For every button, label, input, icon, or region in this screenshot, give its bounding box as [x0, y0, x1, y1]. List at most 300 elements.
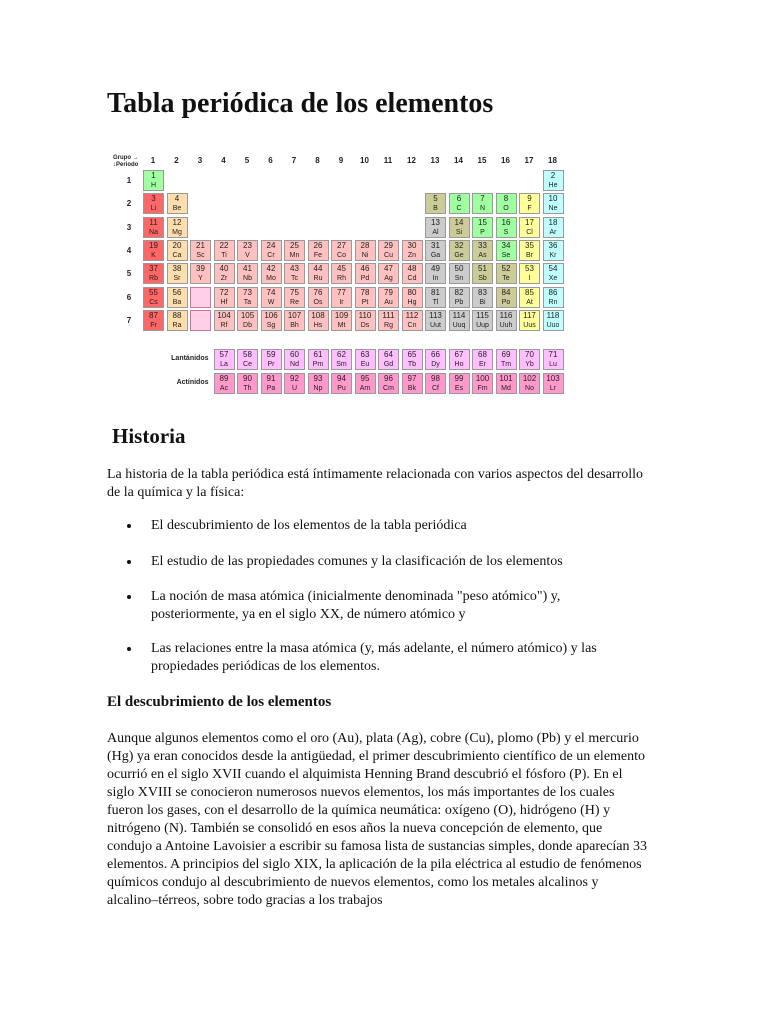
- atomic-number: 105: [240, 310, 255, 320]
- element-cell: [355, 263, 376, 284]
- atomic-number: 85: [525, 287, 534, 297]
- element-symbol: Rh: [337, 275, 346, 283]
- element-symbol: Nb: [243, 275, 252, 283]
- element-cell: [543, 310, 564, 331]
- period-number: 4: [126, 245, 132, 255]
- element-cell: [237, 263, 258, 284]
- group-number: 16: [501, 156, 510, 165]
- element-cell: [449, 349, 470, 370]
- atomic-number: 77: [337, 287, 346, 297]
- element-symbol: Fr: [150, 321, 157, 329]
- element-cell: [190, 240, 211, 261]
- element-cell: [496, 349, 517, 370]
- atomic-number: 57: [219, 350, 229, 359]
- element-cell: [143, 170, 164, 191]
- atomic-number: 7: [480, 194, 485, 204]
- element-symbol: Bh: [290, 321, 299, 329]
- element-symbol: Cn: [407, 321, 417, 329]
- element-symbol: Xe: [548, 275, 558, 283]
- atomic-number: 44: [313, 264, 323, 274]
- element-cell: [543, 217, 564, 238]
- element-symbol: Nd: [290, 361, 299, 368]
- element-symbol: Ar: [549, 228, 557, 236]
- element-cell: [378, 287, 399, 308]
- element-symbol: Br: [526, 251, 533, 259]
- element-symbol: Ir: [339, 298, 344, 306]
- element-cell: [190, 263, 211, 284]
- element-symbol: Lr: [549, 385, 557, 392]
- period-number: 2: [126, 199, 132, 209]
- element-symbol: Uuo: [546, 321, 560, 329]
- atomic-number: 70: [525, 350, 534, 359]
- atomic-number: 53: [525, 264, 534, 274]
- atomic-number: 4: [174, 194, 180, 204]
- element-symbol: Pr: [267, 361, 275, 368]
- period-number: 3: [126, 222, 132, 232]
- element-cell: [519, 287, 540, 308]
- element-cell: [261, 349, 282, 370]
- group-number: 12: [407, 156, 416, 165]
- element-cell: [543, 193, 564, 214]
- atomic-number: 107: [287, 310, 302, 320]
- atomic-number: 89: [219, 374, 229, 383]
- element-symbol: Rn: [548, 298, 558, 306]
- atomic-number: 101: [499, 374, 513, 383]
- element-symbol: As: [478, 251, 487, 259]
- element-symbol: Uus: [523, 321, 536, 329]
- atomic-number: 52: [501, 264, 511, 274]
- element-cell: [355, 373, 376, 394]
- element-symbol: No: [525, 385, 534, 392]
- element-cell: [519, 349, 540, 370]
- atomic-number: 51: [478, 264, 487, 274]
- group-number: 2: [174, 156, 179, 165]
- element-symbol: Cl: [526, 228, 533, 236]
- atomic-number: 35: [525, 240, 534, 250]
- atomic-number: 65: [407, 350, 417, 359]
- element-cell: [402, 240, 423, 261]
- element-cell: [237, 310, 258, 331]
- atomic-number: 15: [478, 217, 487, 227]
- element-symbol: Sg: [266, 321, 276, 329]
- element-cell: [449, 287, 470, 308]
- element-symbol: Cd: [407, 275, 417, 283]
- atomic-number: 12: [172, 217, 182, 227]
- atomic-number: 93: [313, 374, 323, 383]
- atomic-number: 11: [149, 217, 158, 227]
- element-cell: [425, 287, 446, 308]
- element-cell: [261, 287, 282, 308]
- element-cell: [261, 263, 282, 284]
- periodic-table-image: [113, 152, 568, 397]
- element-cell: [496, 263, 517, 284]
- element-symbol: Se: [501, 251, 511, 259]
- element-symbol: Rg: [384, 321, 393, 329]
- element-cell: [308, 310, 329, 331]
- element-cell: [425, 373, 446, 394]
- element-symbol: Pd: [360, 275, 370, 283]
- atomic-number: 23: [243, 240, 252, 250]
- bullet-icon: [127, 647, 131, 651]
- element-symbol: Ni: [361, 251, 369, 259]
- element-symbol: Ho: [454, 361, 464, 368]
- element-cell: [449, 263, 470, 284]
- atomic-number: 5: [433, 194, 438, 204]
- element-cell: [425, 217, 446, 238]
- element-cell: [284, 287, 305, 308]
- group-number: 7: [291, 156, 297, 165]
- element-cell: [214, 263, 235, 284]
- atomic-number: 30: [407, 240, 417, 250]
- f-block-placeholder: [190, 310, 211, 331]
- element-cell: [284, 310, 305, 331]
- element-symbol: Cr: [267, 251, 275, 259]
- atomic-number: 96: [384, 374, 393, 383]
- group-number: 5: [244, 156, 250, 165]
- element-cell: [284, 263, 305, 284]
- atomic-number: 31: [431, 240, 440, 250]
- element-cell: [472, 310, 493, 331]
- bullet-icon: [127, 524, 131, 528]
- element-cell: [355, 310, 376, 331]
- element-symbol: Cs: [149, 298, 158, 306]
- element-cell: [308, 287, 329, 308]
- element-symbol: Tm: [500, 361, 512, 368]
- element-cell: [496, 217, 517, 238]
- element-cell: [143, 310, 164, 331]
- atomic-number: 8: [503, 194, 509, 204]
- element-cell: [167, 310, 188, 331]
- element-cell: [543, 373, 564, 394]
- element-symbol: Ba: [172, 298, 182, 306]
- element-symbol: Md: [501, 385, 511, 392]
- element-symbol: Ce: [243, 361, 252, 368]
- element-cell: [519, 310, 540, 331]
- atomic-number: 13: [431, 217, 440, 227]
- atomic-number: 69: [501, 350, 511, 359]
- element-cell: [496, 310, 517, 331]
- element-symbol: Fm: [477, 385, 488, 392]
- element-cell: [308, 373, 329, 394]
- atomic-number: 54: [548, 264, 558, 274]
- atomic-number: 40: [219, 264, 229, 274]
- element-symbol: Li: [150, 205, 157, 213]
- atomic-number: 64: [384, 350, 393, 359]
- descubrimiento-heading: El descubrimiento de los elementos: [107, 694, 332, 710]
- element-cell: [472, 349, 493, 370]
- atomic-number: 37: [149, 264, 158, 274]
- element-cell: [284, 240, 305, 261]
- element-symbol: La: [220, 361, 228, 368]
- atomic-number: 112: [405, 310, 419, 320]
- atomic-number: 68: [478, 350, 487, 359]
- atomic-number: 29: [384, 240, 393, 250]
- element-symbol: P: [480, 228, 485, 236]
- element-symbol: Na: [149, 228, 158, 236]
- element-symbol: Ne: [548, 205, 558, 213]
- element-cell: [284, 349, 305, 370]
- historia-intro: La historia de la tabla periódica está íntimamente relacionada con varios aspectos del desarrollo de la química y la física:: [107, 467, 644, 500]
- atomic-number: 75: [290, 287, 299, 297]
- list-item-text: El descubrimiento de los elementos de la tabla periódica: [151, 518, 467, 533]
- atomic-number: 67: [454, 350, 464, 359]
- atomic-number: 113: [429, 310, 442, 320]
- group-number: 1: [150, 156, 156, 165]
- group-number: 3: [197, 156, 203, 165]
- element-cell: [496, 373, 517, 394]
- element-symbol: Zr: [220, 275, 228, 283]
- atomic-number: 91: [266, 374, 276, 383]
- atomic-number: 82: [454, 287, 464, 297]
- element-symbol: W: [267, 298, 275, 306]
- element-symbol: Bk: [407, 385, 417, 392]
- element-symbol: C: [456, 205, 462, 213]
- element-cell: [543, 263, 564, 284]
- element-cell: [519, 193, 540, 214]
- element-symbol: Zn: [407, 251, 417, 259]
- element-cell: [284, 373, 305, 394]
- element-symbol: Tc: [291, 275, 298, 283]
- atomic-number: 59: [266, 350, 276, 359]
- group-number: 11: [383, 156, 393, 165]
- bullet-icon: [127, 560, 131, 564]
- element-cell: [449, 310, 470, 331]
- element-cell: [143, 217, 164, 238]
- atomic-number: 116: [499, 310, 513, 320]
- element-cell: [214, 373, 235, 394]
- element-cell: [214, 310, 235, 331]
- element-symbol: Gd: [383, 361, 394, 368]
- element-symbol: H: [150, 182, 157, 189]
- element-symbol: Ra: [172, 321, 182, 329]
- element-cell: [167, 217, 188, 238]
- element-cell: [331, 263, 352, 284]
- atomic-number: 9: [527, 194, 532, 204]
- element-cell: [543, 287, 564, 308]
- element-symbol: Eu: [360, 361, 370, 368]
- atomic-number: 1: [151, 171, 156, 180]
- element-symbol: Sm: [336, 361, 347, 368]
- element-symbol: V: [245, 251, 250, 259]
- group-number: 13: [430, 156, 440, 165]
- atomic-number: 72: [219, 287, 229, 297]
- element-symbol: Lu: [549, 361, 557, 368]
- element-cell: [237, 349, 258, 370]
- element-symbol: Ga: [430, 251, 441, 259]
- element-symbol: Dy: [431, 361, 440, 368]
- page-title: Tabla periódica de los elementos: [107, 88, 494, 119]
- atomic-number: 103: [546, 374, 560, 383]
- period-number: 5: [126, 269, 132, 279]
- actinides-label: Actínidos: [176, 379, 209, 386]
- element-symbol: Tb: [407, 361, 417, 368]
- element-symbol: Rf: [220, 321, 228, 329]
- atomic-number: 86: [548, 287, 558, 297]
- atomic-number: 46: [360, 264, 370, 274]
- element-cell: [237, 287, 258, 308]
- atomic-number: 63: [360, 350, 370, 359]
- atomic-number: 39: [196, 264, 205, 274]
- period-number: 7: [126, 315, 132, 325]
- element-symbol: Er: [479, 361, 486, 368]
- element-cell: [472, 287, 493, 308]
- atomic-number: 80: [407, 287, 417, 297]
- atomic-number: 43: [290, 264, 299, 274]
- element-symbol: I: [528, 275, 531, 283]
- element-cell: [261, 310, 282, 331]
- atomic-number: 50: [454, 264, 464, 274]
- atomic-number: 19: [149, 240, 158, 250]
- element-symbol: Y: [198, 275, 203, 283]
- group-number: 14: [454, 156, 463, 165]
- element-symbol: Uup: [476, 321, 489, 329]
- element-symbol: U: [291, 385, 298, 392]
- atomic-number: 108: [311, 310, 325, 320]
- element-symbol: Bi: [479, 298, 486, 306]
- atomic-number: 45: [337, 264, 346, 274]
- atomic-number: 87: [149, 310, 158, 320]
- atomic-number: 78: [360, 287, 370, 297]
- element-cell: [308, 240, 329, 261]
- bullet-icon: [127, 595, 131, 599]
- element-cell: [496, 240, 517, 261]
- element-symbol: Pu: [337, 385, 346, 392]
- atomic-number: 83: [478, 287, 487, 297]
- element-symbol: He: [548, 182, 558, 189]
- atomic-number: 18: [548, 217, 558, 227]
- atomic-number: 97: [407, 374, 417, 383]
- atomic-number: 33: [478, 240, 487, 250]
- atomic-number: 34: [501, 240, 511, 250]
- atomic-number: 16: [501, 217, 511, 227]
- element-cell: [331, 349, 352, 370]
- atomic-number: 20: [172, 240, 182, 250]
- element-cell: [449, 217, 470, 238]
- element-cell: [449, 373, 470, 394]
- atomic-number: 102: [522, 374, 537, 383]
- atomic-number: 81: [431, 287, 440, 297]
- element-symbol: Mn: [289, 251, 300, 259]
- element-symbol: Cf: [432, 385, 439, 392]
- element-cell: [214, 240, 235, 261]
- element-symbol: Es: [454, 385, 464, 392]
- element-cell: [378, 373, 399, 394]
- atomic-number: 14: [454, 217, 464, 227]
- element-cell: [331, 310, 352, 331]
- element-cell: [237, 240, 258, 261]
- element-symbol: At: [526, 298, 533, 306]
- element-cell: [543, 170, 564, 191]
- group-number: 18: [548, 156, 557, 165]
- atomic-number: 76: [313, 287, 323, 297]
- atomic-number: 90: [243, 374, 252, 383]
- element-symbol: Be: [172, 205, 182, 213]
- element-cell: [331, 287, 352, 308]
- element-symbol: Sc: [196, 251, 205, 259]
- atomic-number: 106: [264, 310, 278, 320]
- element-symbol: Ca: [172, 251, 182, 259]
- element-cell: [378, 349, 399, 370]
- element-cell: [519, 373, 540, 394]
- atomic-number: 117: [523, 310, 536, 320]
- element-symbol: Pm: [312, 361, 324, 368]
- atomic-number: 92: [290, 374, 299, 383]
- atomic-number: 49: [431, 264, 440, 274]
- element-cell: [214, 287, 235, 308]
- element-cell: [425, 349, 446, 370]
- atomic-number: 48: [407, 264, 417, 274]
- element-cell: [519, 263, 540, 284]
- element-symbol: Ti: [221, 251, 227, 259]
- atomic-number: 118: [546, 310, 560, 320]
- element-symbol: In: [432, 275, 439, 283]
- element-symbol: Th: [243, 385, 252, 392]
- atomic-number: 56: [172, 287, 182, 297]
- element-symbol: Mo: [266, 275, 276, 283]
- element-symbol: Co: [337, 251, 346, 259]
- element-cell: [261, 373, 282, 394]
- element-cell: [402, 310, 423, 331]
- element-symbol: Al: [432, 228, 439, 236]
- element-symbol: S: [503, 228, 509, 236]
- element-symbol: Mt: [337, 321, 346, 329]
- element-cell: [261, 240, 282, 261]
- atomic-number: 98: [431, 374, 440, 383]
- atomic-number: 38: [172, 264, 182, 274]
- atomic-number: 99: [454, 374, 464, 383]
- group-number: 4: [221, 156, 226, 165]
- atomic-number: 21: [196, 240, 205, 250]
- element-symbol: Np: [313, 385, 323, 392]
- element-cell: [214, 349, 235, 370]
- element-cell: [472, 373, 493, 394]
- element-symbol: Db: [243, 321, 252, 329]
- atomic-number: 61: [313, 350, 323, 359]
- period-number: 6: [126, 292, 132, 302]
- atomic-number: 100: [475, 374, 490, 383]
- atomic-number: 47: [384, 264, 393, 274]
- atomic-number: 42: [266, 264, 276, 274]
- element-symbol: Ta: [243, 298, 252, 306]
- element-cell: [378, 310, 399, 331]
- element-symbol: Hs: [313, 321, 323, 329]
- atomic-number: 95: [360, 374, 370, 383]
- lanthanides-label: Lantánidos: [171, 355, 209, 362]
- element-symbol: Uut: [430, 321, 441, 329]
- element-symbol: Hg: [407, 298, 417, 306]
- element-symbol: K: [151, 251, 156, 259]
- element-cell: [449, 240, 470, 261]
- element-symbol: Tl: [432, 298, 439, 306]
- element-cell: [143, 193, 164, 214]
- element-cell: [449, 193, 470, 214]
- atomic-number: 22: [219, 240, 229, 250]
- element-cell: [402, 263, 423, 284]
- f-block-placeholder: [190, 287, 211, 308]
- element-symbol: Uuh: [499, 321, 513, 329]
- group-number: 10: [360, 156, 369, 165]
- period-axis-label: ↓Periodo: [113, 162, 139, 168]
- element-cell: [378, 263, 399, 284]
- atomic-number: 88: [172, 310, 182, 320]
- element-cell: [355, 349, 376, 370]
- element-symbol: Sr: [173, 275, 181, 283]
- atomic-number: 24: [266, 240, 276, 250]
- element-cell: [331, 373, 352, 394]
- element-cell: [472, 193, 493, 214]
- element-cell: [167, 263, 188, 284]
- element-symbol: Pa: [266, 385, 276, 392]
